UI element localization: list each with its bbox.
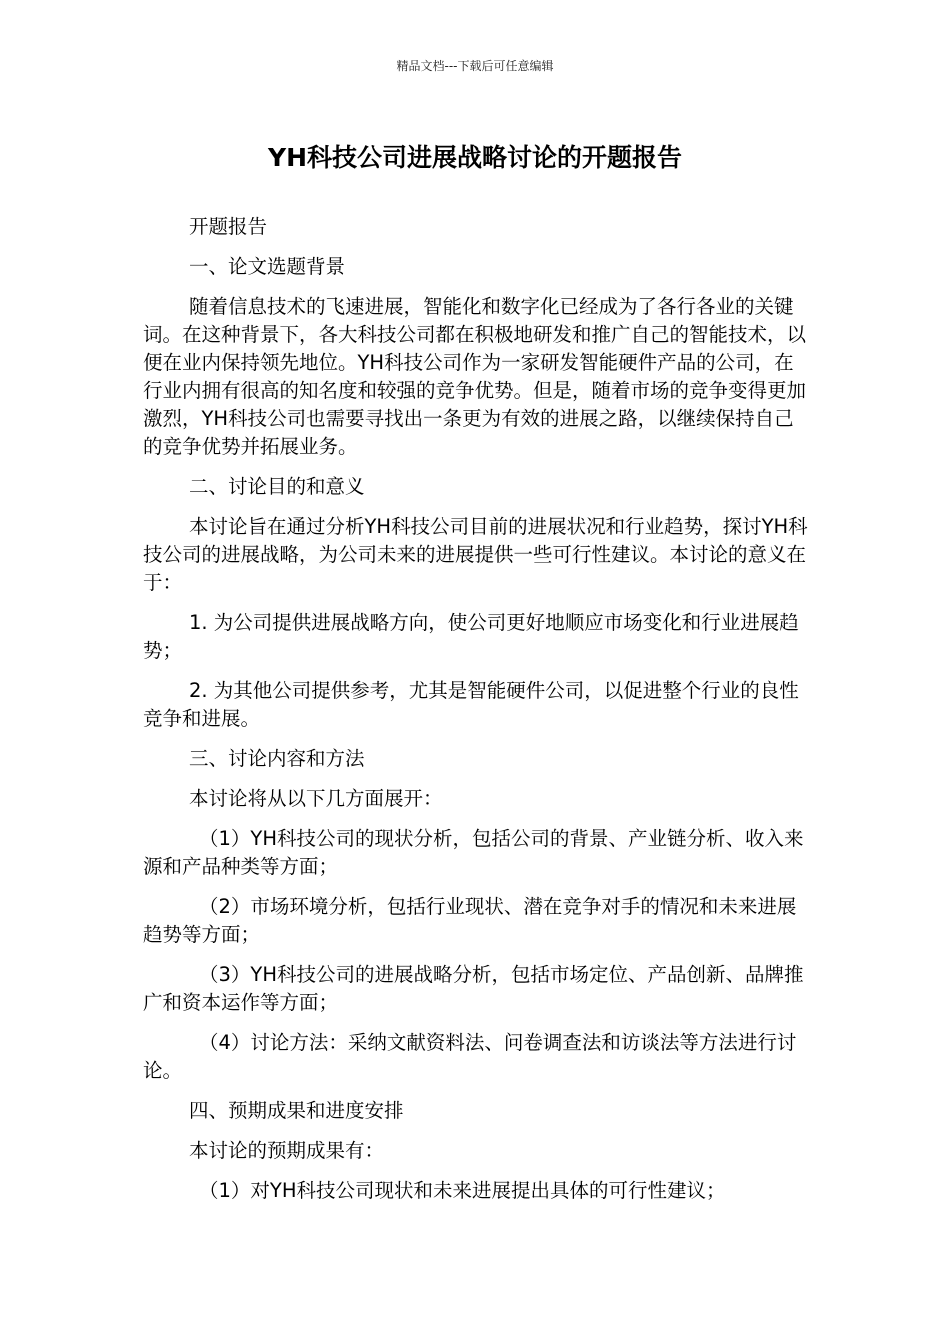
document-title: YH科技公司进展战略讨论的开题报告 [267,143,683,172]
list-item: （1）对YH科技公司现状和未来进展提出具体的可行性建议； [199,1179,726,1202]
list-item: （1）YH科技公司的现状分析，包括公司的背景、产业链分析、收入来源和产品种类等方面； [143,827,804,878]
document-body [143,213,808,1217]
list-item: （3）YH科技公司的进展战略分析，包括市场定位、产品创新、品牌推广和资本运作等方面； [143,963,804,1014]
paragraph-subtitle: 开题报告 [189,215,268,238]
paragraph: 本讨论将从以下几方面展开： [189,787,443,810]
list-item: 1. 为公司提供进展战略方向，使公司更好地顺应市场变化和行业进展趋势； [143,611,799,662]
paragraph: 本讨论的预期成果有： [189,1139,385,1162]
list-item: 2. 为其他公司提供参考，尤其是智能硬件公司，以促进整个行业的良性竞争和进展。 [143,679,799,730]
paragraph: 本讨论旨在通过分析YH科技公司目前的进展状况和行业趋势，探讨YH科技公司的进展战略，为公司未来的进展提供一些可行性建议。本讨论的意义在于： [143,515,808,594]
section-heading: 四、预期成果和进度安排 [189,1099,404,1122]
section-heading: 二、讨论目的和意义 [189,475,365,498]
section-heading: 一、论文选题背景 [189,255,346,278]
section-heading: 三、讨论内容和方法 [189,747,365,770]
list-item: （2）市场环境分析，包括行业现状、潜在竞争对手的情况和未来进展趋势等方面； [143,895,797,946]
paragraph: 随着信息技术的飞速进展，智能化和数字化已经成为了各行各业的关键词。在这种背景下，各大科技公司都在积极地研发和推广自己的智能技术，以便在业内保持领先地位。YH科技公司作为一家研发智能硬件产品的公司，在行业内拥有很高的知名度和较强的竞争优势。但是，随着市场的竞争变得更加激烈，YH科技公司也需要寻找出一条更为有效的进展之路，以继续保持自己的竞争优势并拓展业务。 [143,295,807,458]
list-item: （4）讨论方法：采纳文献资料法、问卷调查法和访谈法等方法进行讨论。 [143,1031,797,1082]
page-header: 精品文档---下载后可任意编辑 [396,59,554,73]
